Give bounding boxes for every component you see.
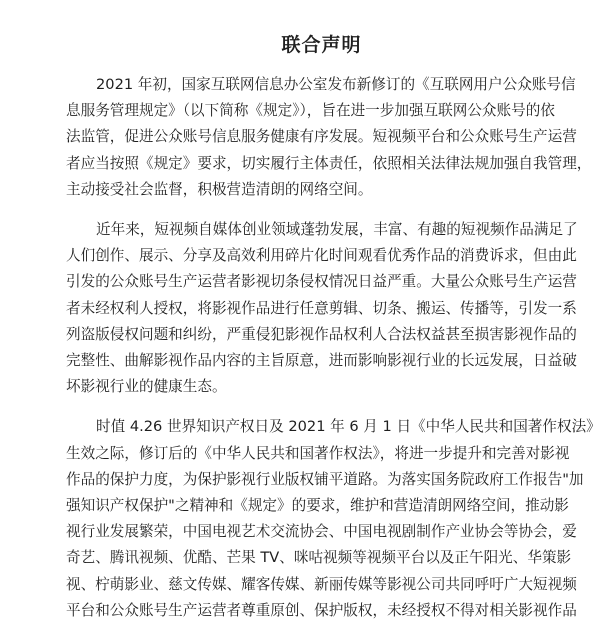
paragraph-line: 引发的公众账号生产运营者影视切条侵权情况日益严重。大量公众账号生产运营 (66, 273, 577, 291)
paragraph-line: 坏影视行业的健康生态。 (66, 378, 227, 396)
paragraph-2 (66, 217, 577, 400)
page-title: 联合声明 (281, 34, 362, 56)
paragraph-line: 人们创作、展示、分享及高效利用碎片化时间观看优秀作品的消费诉求，但由此 (66, 247, 577, 265)
paragraph-line: 者应当按照《规定》要求，切实履行主体责任，依照相关法律法规加强自我管理， (66, 154, 592, 172)
paragraph-line: 时值 4.26 世界知识产权日及 2021 年 6 月 1 日《中华人民共和国著作权法》 (96, 418, 601, 436)
paragraph-line: 法监管，促进公众账号信息服务健康有序发展。短视频平台和公众账号生产运营 (66, 128, 577, 146)
paragraph-line: 列盗版侵权问题和纠纷，严重侵犯影视作品权利人合法权益甚至损害影视作品的 (66, 325, 577, 343)
paragraph-line: 息服务管理规定》（以下简称《规定》），旨在进一步加强互联网公众账号的依 (66, 102, 555, 120)
paragraph-line: 平台和公众账号生产运营者尊重原创、保护版权，未经授权不得对相关影视作品 (66, 601, 577, 619)
paragraph-line: 视行业发展繁荣，中国电视艺术交流协会、中国电视剧制作产业协会等协会，爱 (66, 523, 577, 541)
paragraph-line: 作品的保护力度，为保护影视行业版权铺平道路。为落实国务院政府工作报告"加 (66, 470, 584, 488)
paragraph-line: 完整性、曲解影视作品内容的主旨原意，进而影响影视行业的长远发展，日益破 (66, 352, 577, 370)
paragraph-1 (66, 72, 592, 203)
paragraph-3 (66, 414, 601, 624)
paragraph-line: 近年来，短视频自媒体创业领域蓬勃发展，丰富、有趣的短视频作品满足了 (96, 221, 578, 239)
paragraph-line: 强知识产权保护"之精神和《规定》的要求，维护和营造清朗网络空间，推动影 (66, 497, 569, 515)
paragraph-line: 2021 年初，国家互联网信息办公室发布新修订的《互联网用户公众账号信 (96, 76, 576, 93)
paragraph-line: 者未经权利人授权，将影视作品进行任意剪辑、切条、搬运、传播等，引发一系 (66, 299, 577, 317)
paragraph-line: 生效之际，修订后的《中华人民共和国著作权法》，将进一步提升和完善对影视 (66, 444, 570, 462)
paragraph-line: 视、柠萌影业、慈文传媒、耀客传媒、新丽传媒等影视公司共同呼吁广大短视频 (66, 575, 577, 593)
paragraph-line: 主动接受社会监督，积极营造清朗的网络空间。 (66, 180, 373, 198)
paragraph-line: 奇艺、腾讯视频、优酷、芒果 TV、咪咕视频等视频平台以及正午阳光、华策影 (66, 549, 572, 567)
